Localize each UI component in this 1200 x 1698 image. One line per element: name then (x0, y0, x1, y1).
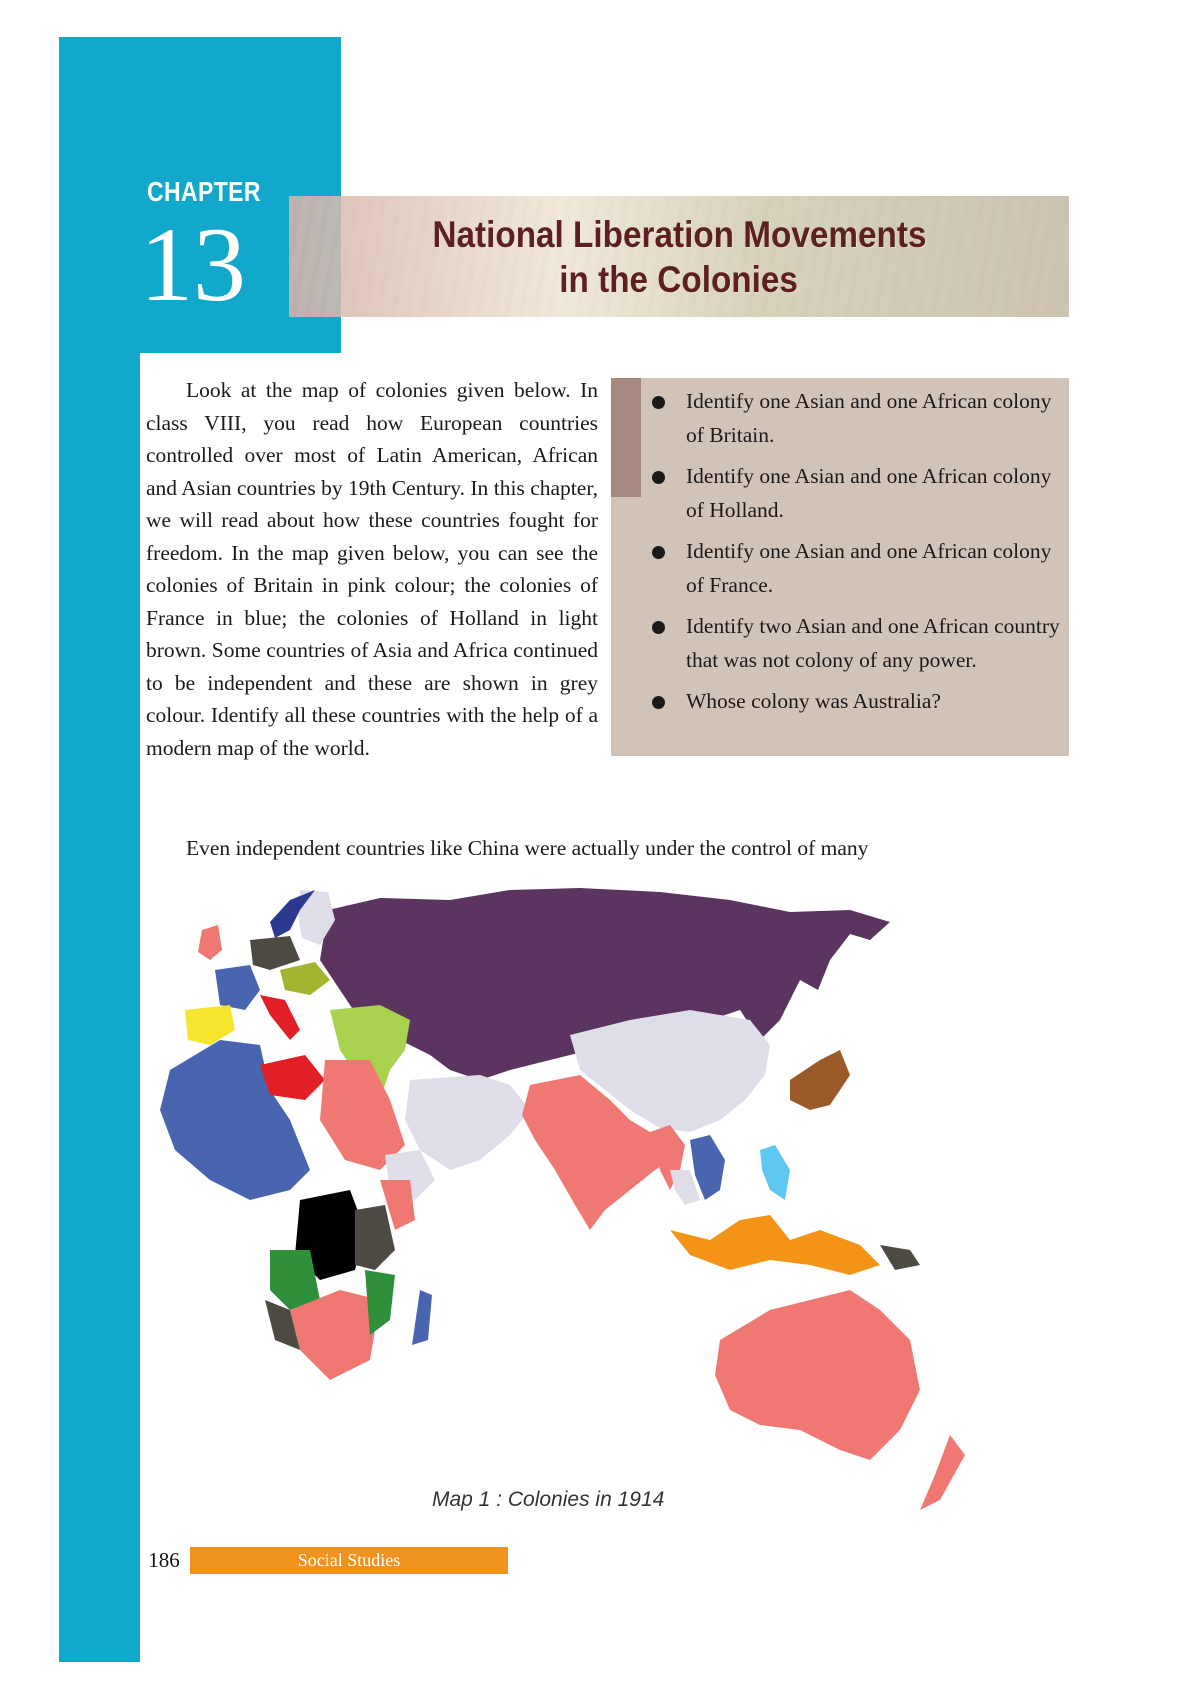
map-region-france (215, 965, 260, 1010)
map-region-persia-arabia (405, 1075, 530, 1170)
chapter-label: CHAPTER (147, 176, 261, 207)
bullet-icon (652, 621, 665, 634)
map-region-uk (198, 925, 222, 960)
question-item: Identify one Asian and one African colony of France. (652, 534, 1064, 602)
question-box-tab (611, 378, 641, 497)
bullet-icon (652, 471, 665, 484)
map-region-japan (790, 1050, 850, 1110)
chapter-title-line-1: National Liberation Movements (431, 213, 927, 255)
map-region-austria (280, 962, 330, 995)
question-item: Identify one Asian and one African colony of Holland. (652, 459, 1064, 527)
map-region-philippines (760, 1145, 790, 1200)
map-region-spain (185, 1005, 235, 1045)
map-region-egypt-sudan (320, 1060, 405, 1170)
bullet-icon (652, 546, 665, 559)
continuation-paragraph: Even independent countries like China were actually under the control of many (186, 836, 869, 860)
margin-band (59, 37, 140, 1662)
map-region-italy (260, 995, 300, 1040)
map-region-madagascar (412, 1290, 432, 1345)
bullet-icon (652, 696, 665, 709)
question-list (652, 384, 1064, 725)
map-region-australia (715, 1290, 920, 1460)
chapter-title-banner (289, 196, 1069, 317)
question-item: Identify one Asian and one African colony of Britain. (652, 384, 1064, 452)
question-item: Whose colony was Australia? (652, 684, 1064, 718)
map-region-germany (250, 936, 300, 970)
footer-subject: Social Studies (190, 1547, 508, 1574)
map-caption: Map 1 : Colonies in 1914 (432, 1488, 665, 1511)
page-number: 186 (142, 1546, 186, 1574)
intro-paragraph (146, 374, 598, 764)
bullet-icon (652, 396, 665, 409)
map-region-dutch-east-indies (670, 1215, 880, 1275)
question-item: Identify two Asian and one African country that was not colony of any power. (652, 609, 1064, 677)
intro-text: Look at the map of colonies given below. In class VIII, you read how European countries controlled over most of Latin American, African and Asian countries by 19th Century. In this chapter, we will read about how these countries fought for freedom. In the map given below, you can see the colonies of Britain in pink colour; the colonies of France in blue; the colonies of Holland in light brown. Some countries of Asia and Africa continued to be independent and these are shown in grey colour. Identify all these countries with the help of a modern map of the world. (146, 378, 598, 760)
chapter-number: 13 (140, 206, 246, 323)
map-region-new-guinea (880, 1245, 920, 1270)
map-region-mozambique (365, 1270, 395, 1335)
map-region-libya (260, 1055, 325, 1100)
map-region-new-zealand (920, 1435, 965, 1510)
colonies-map (150, 870, 1000, 1540)
map-region-east-africa (355, 1205, 395, 1270)
chapter-title-line-2: in the Colonies (559, 258, 799, 300)
